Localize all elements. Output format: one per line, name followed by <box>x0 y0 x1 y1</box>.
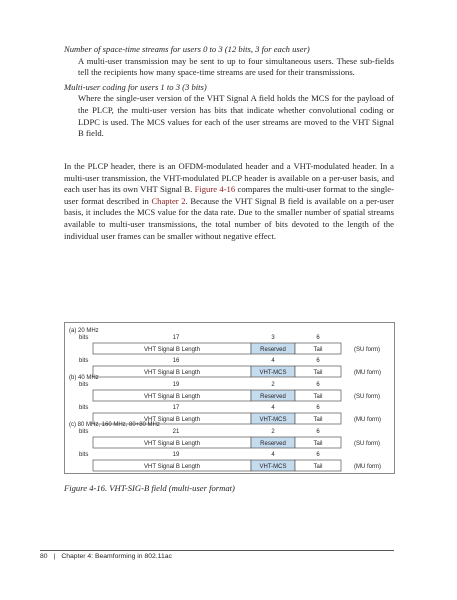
page-number: 80 <box>40 553 48 560</box>
definition-term: Number of space-time streams for users 0 to 3 (12 bits, 3 for each user) <box>64 44 310 54</box>
field-label: Reserved <box>260 394 286 400</box>
field-label: VHT Signal B Length <box>144 370 200 376</box>
bit-count: 17 <box>172 405 180 411</box>
chapter-title: Chapter 4: Beamforming in 802.11ac <box>61 553 172 560</box>
bits-label: bits <box>79 429 89 435</box>
section-title: (c) 80 MHz, 160 MHz, 80+80 MHz <box>69 422 160 428</box>
field-label: Tail <box>313 417 323 423</box>
paragraph-text: compares the multi-user format to the single-user format described in <box>64 184 394 206</box>
bits-label: bits <box>79 382 89 388</box>
definition-text: Where the single-user version of the VHT Signal A field holds the MCS for the payload of the PLCP, the multi-user version has bits that indicate whether convolutional coding or LDPC is used. The MCS values for each of the user streams are moved to the VHT Signal B field. <box>78 93 394 139</box>
field-label: VHT Signal B Length <box>144 417 200 423</box>
field-label: VHT-MCS <box>259 370 287 376</box>
vht-sig-b-diagram <box>65 323 396 475</box>
figure-link[interactable]: Figure 4-16 <box>194 184 236 195</box>
bit-count: 4 <box>271 452 275 458</box>
bits-label: bits <box>79 405 89 411</box>
bit-count: 6 <box>316 452 320 458</box>
bit-count: 19 <box>172 452 180 458</box>
field-label: VHT-MCS <box>259 464 287 470</box>
bit-count: 17 <box>172 335 180 341</box>
field-label: Reserved <box>260 441 286 447</box>
definition-list <box>64 44 394 140</box>
definition-term: Multi-user coding for users 1 to 3 (3 bits) <box>64 81 207 92</box>
bit-count: 4 <box>271 358 275 364</box>
paragraph-text: In the PLCP header, there is an OFDM-modulated header and a VHT-modulated header. In a multi-user transmission, the VHT-modulated PLCP header is available on a per-user basis, and each user has its own VHT Signal B. <box>64 161 394 195</box>
bit-count: 21 <box>172 429 180 435</box>
bit-count: 4 <box>271 405 275 411</box>
field-label: VHT Signal B Length <box>144 441 200 447</box>
form-label: (MU form) <box>354 370 381 376</box>
bits-label: bits <box>79 358 89 364</box>
bit-count: 2 <box>271 382 275 388</box>
form-label: (MU form) <box>354 464 381 470</box>
bit-count: 6 <box>316 405 320 411</box>
form-label: (MU form) <box>354 417 381 423</box>
bit-count: 16 <box>172 358 180 364</box>
body-paragraph <box>64 161 394 242</box>
field-label: Tail <box>313 347 323 353</box>
bit-count: 3 <box>271 335 275 341</box>
field-label: VHT Signal B Length <box>144 394 200 400</box>
field-label: VHT Signal B Length <box>144 347 200 353</box>
section-title: (a) 20 MHz <box>69 328 99 334</box>
definition-text: A multi-user transmission may be sent to up to four simultaneous users. These sub-fields tell the recipients how many space-time streams are used for their transmissions. <box>78 55 394 78</box>
form-label: (SU form) <box>354 347 380 353</box>
bits-label: bits <box>79 335 89 341</box>
chapter-link[interactable]: Chapter 2 <box>151 195 186 206</box>
figure-frame <box>64 322 395 474</box>
field-label: Tail <box>313 441 323 447</box>
field-label: Tail <box>313 464 323 470</box>
section-title: (b) 40 MHz <box>69 375 99 381</box>
field-label: Reserved <box>260 347 286 353</box>
bit-count: 6 <box>316 358 320 364</box>
bit-count: 19 <box>172 382 180 388</box>
page-footer <box>40 553 172 560</box>
figure-caption: Figure 4-16. VHT-SIG-B field (multi-user format) <box>64 483 235 493</box>
bits-label: bits <box>79 452 89 458</box>
field-label: Tail <box>313 394 323 400</box>
field-label: VHT-MCS <box>259 417 287 423</box>
paragraph-text: . Because the VHT Signal B field is available on a per-user basis, it includes the MCS value for the data rate. Due to the smaller number of spatial streams available to multi-user transmissions, the total number of bits devoted to the length of the individual user frames can be smaller without negative effect. <box>64 195 394 241</box>
footer-separator: | <box>53 553 56 560</box>
bit-count: 6 <box>316 429 320 435</box>
field-label: VHT Signal B Length <box>144 464 200 470</box>
bit-count: 2 <box>271 429 275 435</box>
form-label: (SU form) <box>354 441 380 447</box>
bit-count: 6 <box>316 335 320 341</box>
field-label: Tail <box>313 370 323 376</box>
bit-count: 6 <box>316 382 320 388</box>
footer-rule <box>40 550 394 551</box>
form-label: (SU form) <box>354 394 380 400</box>
